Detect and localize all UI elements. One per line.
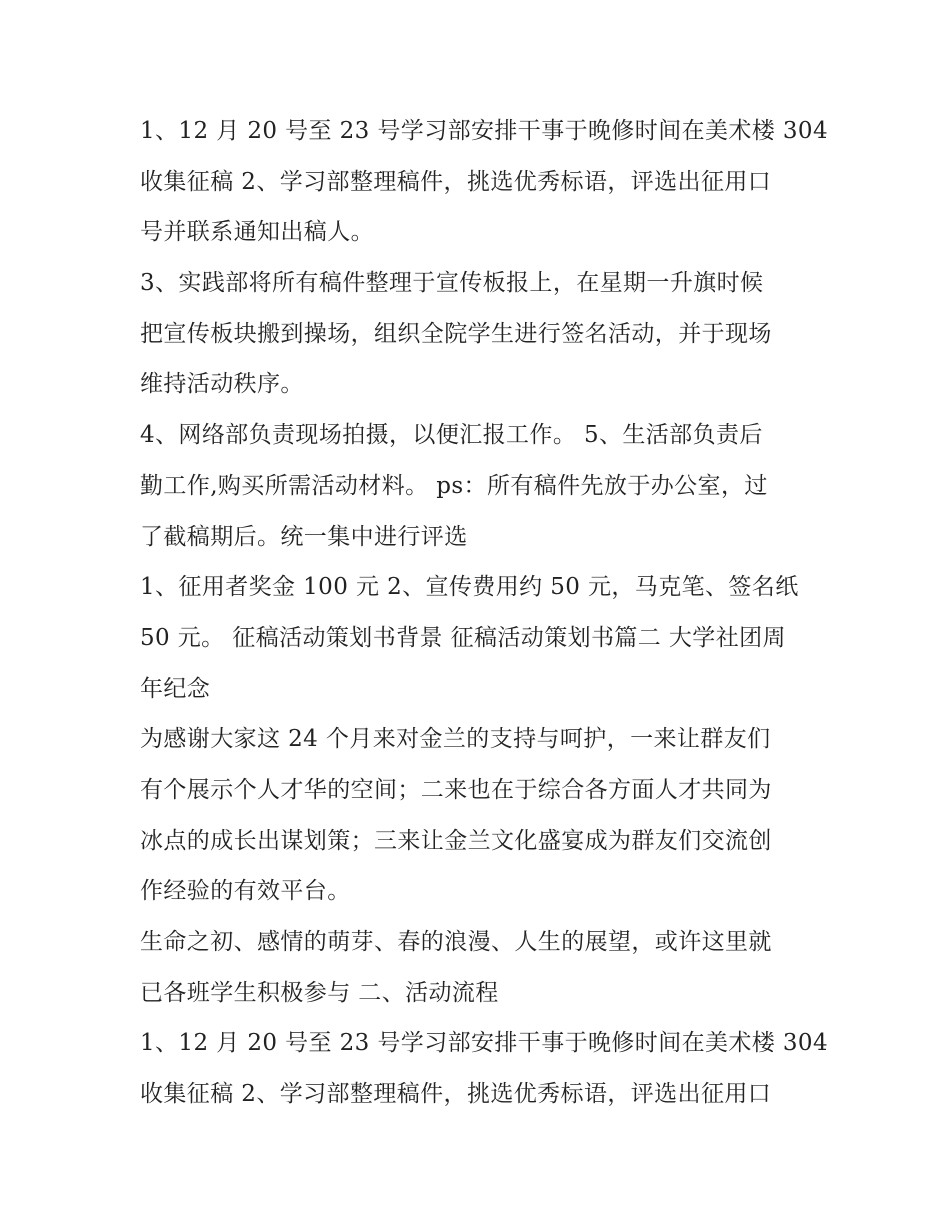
text-line: 1、12 月 20 号至 23 号学习部安排干事于晚修时间在美术楼 304	[140, 1030, 828, 1057]
text-line: 1、征用者奖金 100 元 2、宣传费用约 50 元，马克笔、签名纸	[140, 574, 799, 601]
document-body	[140, 106, 828, 1120]
text-line: 冰点的成长出谋划策；三来让金兰文化盛宴成为群友们交流创	[140, 827, 772, 854]
text-line: 收集征稿 2、学习部整理稿件，挑选优秀标语，评选出征用口	[140, 1081, 772, 1108]
text-line: 生命之初、感情的萌芽、春的浪漫、人生的展望，或许这里就	[140, 929, 772, 955]
paragraph-practice-department	[140, 258, 820, 410]
text-line: 已各班学生积极参与 二、活动流程	[140, 979, 499, 1006]
text-line: 作经验的有效平台。	[140, 878, 351, 905]
text-line: 为感谢大家这 24 个月来对金兰的支持与呵护，一来让群友们	[140, 726, 771, 753]
text-line: 收集征稿 2、学习部整理稿件，挑选优秀标语，评选出征用口	[140, 168, 772, 195]
text-line: 4、网络部负责现场拍摄，以便汇报工作。 5、生活部负责后	[140, 422, 763, 449]
text-line: 把宣传板块搬到操场，组织全院学生进行签名活动，并于现场	[140, 320, 772, 347]
paragraph-collection-process-repeat	[140, 1018, 828, 1119]
paragraph-budget	[140, 562, 820, 714]
text-line: 年纪念	[140, 675, 211, 702]
paragraph-background	[140, 714, 820, 917]
paragraph-network-department	[140, 410, 820, 562]
paragraph-collection-process	[140, 106, 828, 258]
text-line: 1、12 月 20 号至 23 号学习部安排干事于晚修时间在美术楼 304	[140, 118, 828, 144]
text-line: 了截稿期后。统一集中进行评选	[140, 523, 468, 550]
text-line: 有个展示个人才华的空间；二来也在于综合各方面人才共同为	[140, 776, 772, 803]
text-line: 号并联系通知出稿人。	[140, 219, 374, 246]
text-line: 勤工作,购买所需活动材料。 ps：所有稿件先放于办公室，过	[140, 472, 768, 499]
text-line: 3、实践部将所有稿件整理于宣传板报上，在星期一升旗时候	[140, 270, 764, 297]
paragraph-theme	[140, 917, 820, 1018]
text-line: 50 元。 征稿活动策划书背景 征稿活动策划书篇二 大学社团周	[140, 624, 786, 651]
text-line: 维持活动秩序。	[140, 371, 304, 398]
